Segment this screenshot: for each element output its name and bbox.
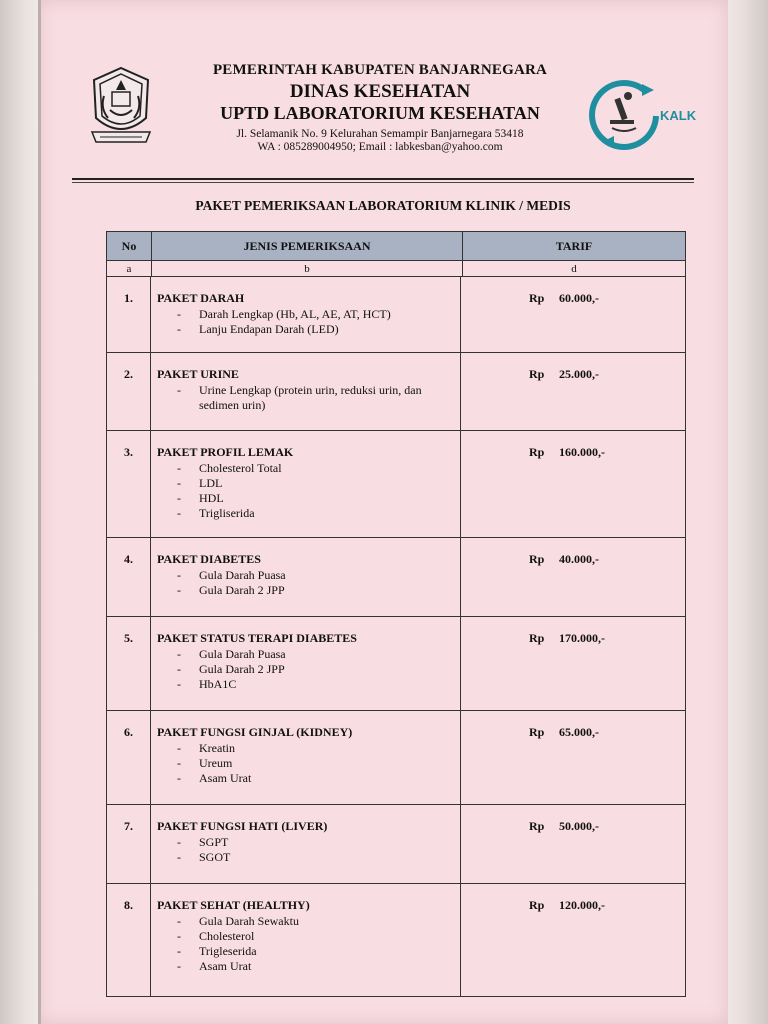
table-row: [106, 353, 686, 431]
row-number: 3.: [107, 431, 151, 537]
package-item-text: HbA1C: [199, 677, 237, 691]
row-number: 7.: [107, 805, 151, 883]
row-price: [461, 617, 685, 710]
bullet-dash-icon: -: [177, 647, 181, 661]
bullet-dash-icon: -: [177, 959, 181, 973]
price-amount: 170.000,-: [559, 631, 605, 645]
price-amount: 40.000,-: [559, 552, 599, 566]
table-body: [106, 277, 686, 997]
bullet-dash-icon: -: [177, 756, 181, 770]
row-number: 1.: [107, 277, 151, 352]
bullet-dash-icon: -: [177, 771, 181, 785]
currency-label: Rp: [529, 291, 545, 305]
row-number: 4.: [107, 538, 151, 616]
table-row: [106, 277, 686, 353]
column-letter-jenis: b: [152, 261, 463, 276]
package-item: [157, 756, 460, 771]
price-amount: 65.000,-: [559, 725, 599, 739]
package-item: [157, 383, 460, 413]
table-row: [106, 617, 686, 711]
currency-label: Rp: [529, 725, 545, 739]
package-item-text: Asam Urat: [199, 771, 252, 785]
package-item: [157, 959, 460, 974]
package-item-text: Lanju Endapan Darah (LED): [199, 322, 339, 336]
column-header-jenis: JENIS PEMERIKSAAN: [152, 232, 463, 260]
package-title: PAKET URINE: [157, 367, 239, 381]
package-item: [157, 677, 460, 692]
row-package: [151, 884, 461, 996]
table-column-letter-row: [106, 260, 686, 277]
address-text: Jl. Selamanik No. 9 Kelurahan Semampir Banjarnegara 53418: [236, 128, 524, 140]
package-item: [157, 307, 460, 322]
row-price: [461, 277, 685, 352]
row-price: [461, 884, 685, 996]
bullet-dash-icon: -: [177, 568, 181, 582]
package-item: [157, 662, 460, 677]
package-items: [157, 741, 460, 786]
price-amount: 25.000,-: [559, 367, 599, 381]
bullet-dash-icon: -: [177, 944, 181, 958]
kalk-logo-text: KALK: [660, 108, 697, 123]
package-item-text: Ureum: [199, 756, 233, 770]
package-item-text: HDL: [199, 491, 224, 505]
bullet-dash-icon: -: [177, 491, 181, 505]
price-table: [106, 231, 686, 997]
package-item: [157, 914, 460, 929]
row-package: [151, 805, 461, 883]
package-title: PAKET FUNGSI HATI (LIVER): [157, 819, 328, 833]
row-package: [151, 617, 461, 710]
bullet-dash-icon: -: [177, 383, 181, 397]
row-number: 6.: [107, 711, 151, 804]
package-item-text: Gula Darah Sewaktu: [199, 914, 299, 928]
department-name: DINAS KESEHATAN: [289, 81, 471, 102]
package-items: [157, 461, 460, 521]
package-item: [157, 506, 460, 521]
bullet-dash-icon: -: [177, 929, 181, 943]
package-items: [157, 914, 460, 974]
bullet-dash-icon: -: [177, 662, 181, 676]
table-row: [106, 431, 686, 538]
currency-label: Rp: [529, 552, 545, 566]
package-item-text: SGOT: [199, 850, 231, 864]
price-amount: 60.000,-: [559, 291, 599, 305]
package-title: PAKET FUNGSI GINJAL (KIDNEY): [157, 725, 353, 739]
package-item: [157, 929, 460, 944]
package-title: PAKET SEHAT (HEALTHY): [157, 898, 310, 912]
package-item-text: LDL: [199, 476, 223, 490]
bullet-dash-icon: -: [177, 506, 181, 520]
row-number: 8.: [107, 884, 151, 996]
currency-label: Rp: [529, 819, 545, 833]
photo-frame-left: [0, 0, 40, 1024]
column-letter-no: a: [107, 261, 152, 276]
photo-frame-right: [726, 0, 768, 1024]
price-amount: 120.000,-: [559, 898, 605, 912]
package-item-text: Gula Darah 2 JPP: [199, 583, 285, 597]
package-item: [157, 322, 460, 337]
bullet-dash-icon: -: [177, 835, 181, 849]
package-item: [157, 944, 460, 959]
bullet-dash-icon: -: [177, 914, 181, 928]
package-item: [157, 476, 460, 491]
bullet-dash-icon: -: [177, 476, 181, 490]
table-header-row: [106, 231, 686, 260]
package-item: [157, 835, 460, 850]
package-item: [157, 771, 460, 786]
table-row: [106, 884, 686, 997]
row-number: 5.: [107, 617, 151, 710]
package-title: PAKET DIABETES: [157, 552, 261, 566]
bullet-dash-icon: -: [177, 461, 181, 475]
column-header-no: No: [107, 232, 152, 260]
bullet-dash-icon: -: [177, 322, 181, 336]
header-rule-thick: [72, 178, 694, 180]
row-price: [461, 431, 685, 537]
package-items: [157, 647, 460, 692]
package-title: PAKET STATUS TERAPI DIABETES: [157, 631, 357, 645]
bullet-dash-icon: -: [177, 583, 181, 597]
bullet-dash-icon: -: [177, 677, 181, 691]
package-item: [157, 461, 460, 476]
package-title: PAKET DARAH: [157, 291, 245, 305]
table-row: [106, 805, 686, 884]
currency-label: Rp: [529, 631, 545, 645]
contact-text: WA : 085289004950; Email : labkesban@yahoo.com: [257, 141, 503, 153]
document-title: PAKET PEMERIKSAAN LABORATORIUM KLINIK / MEDIS: [195, 198, 571, 213]
package-items: [157, 835, 460, 865]
package-item-text: Urine Lengkap (protein urin, reduksi urin, dan sedimen urin): [199, 383, 422, 412]
package-item-text: Trigliserida: [199, 506, 255, 520]
package-item-text: Cholesterol: [199, 929, 255, 943]
currency-label: Rp: [529, 445, 545, 459]
regency-emblem-icon: [86, 66, 156, 150]
package-item-text: Darah Lengkap (Hb, AL, AE, AT, HCT): [199, 307, 391, 321]
government-name: PEMERINTAH KABUPATEN BANJARNEGARA: [212, 62, 548, 78]
package-items: [157, 307, 460, 337]
package-item-text: Asam Urat: [199, 959, 252, 973]
table-row: [106, 538, 686, 617]
package-item: [157, 568, 460, 583]
row-price: [461, 805, 685, 883]
row-package: [151, 538, 461, 616]
column-letter-tarif: d: [571, 262, 577, 275]
package-item-text: Gula Darah 2 JPP: [199, 662, 285, 676]
row-price: [461, 538, 685, 616]
package-item: [157, 741, 460, 756]
package-item: [157, 491, 460, 506]
row-price: [461, 711, 685, 804]
laboratory-name: UPTD LABORATORIUM KESEHATAN: [220, 103, 540, 123]
bullet-dash-icon: -: [177, 741, 181, 755]
column-header-tarif: TARIF: [555, 238, 593, 253]
row-price: [461, 353, 685, 430]
sheet-edge: [38, 0, 41, 1024]
price-amount: 160.000,-: [559, 445, 605, 459]
row-package: [151, 431, 461, 537]
letterhead: [150, 62, 610, 153]
package-items: [157, 383, 460, 413]
package-item-text: Kreatin: [199, 741, 235, 755]
row-package: [151, 711, 461, 804]
package-item-text: Gula Darah Puasa: [199, 568, 286, 582]
package-item: [157, 850, 460, 865]
currency-label: Rp: [529, 367, 545, 381]
price-amount: 50.000,-: [559, 819, 599, 833]
row-package: [151, 353, 461, 430]
package-item-text: SGPT: [199, 835, 229, 849]
package-item-text: Trigleserida: [199, 944, 257, 958]
kalk-logo-icon: [584, 76, 700, 156]
package-item: [157, 583, 460, 598]
currency-label: Rp: [529, 898, 545, 912]
header-rule-thin: [72, 182, 694, 183]
bullet-dash-icon: -: [177, 850, 181, 864]
package-item-text: Gula Darah Puasa: [199, 647, 286, 661]
row-package: [151, 277, 461, 352]
package-title: PAKET PROFIL LEMAK: [157, 445, 294, 459]
row-number: 2.: [107, 353, 151, 430]
table-row: [106, 711, 686, 805]
package-item-text: Cholesterol Total: [199, 461, 282, 475]
package-items: [157, 568, 460, 598]
bullet-dash-icon: -: [177, 307, 181, 321]
package-item: [157, 647, 460, 662]
